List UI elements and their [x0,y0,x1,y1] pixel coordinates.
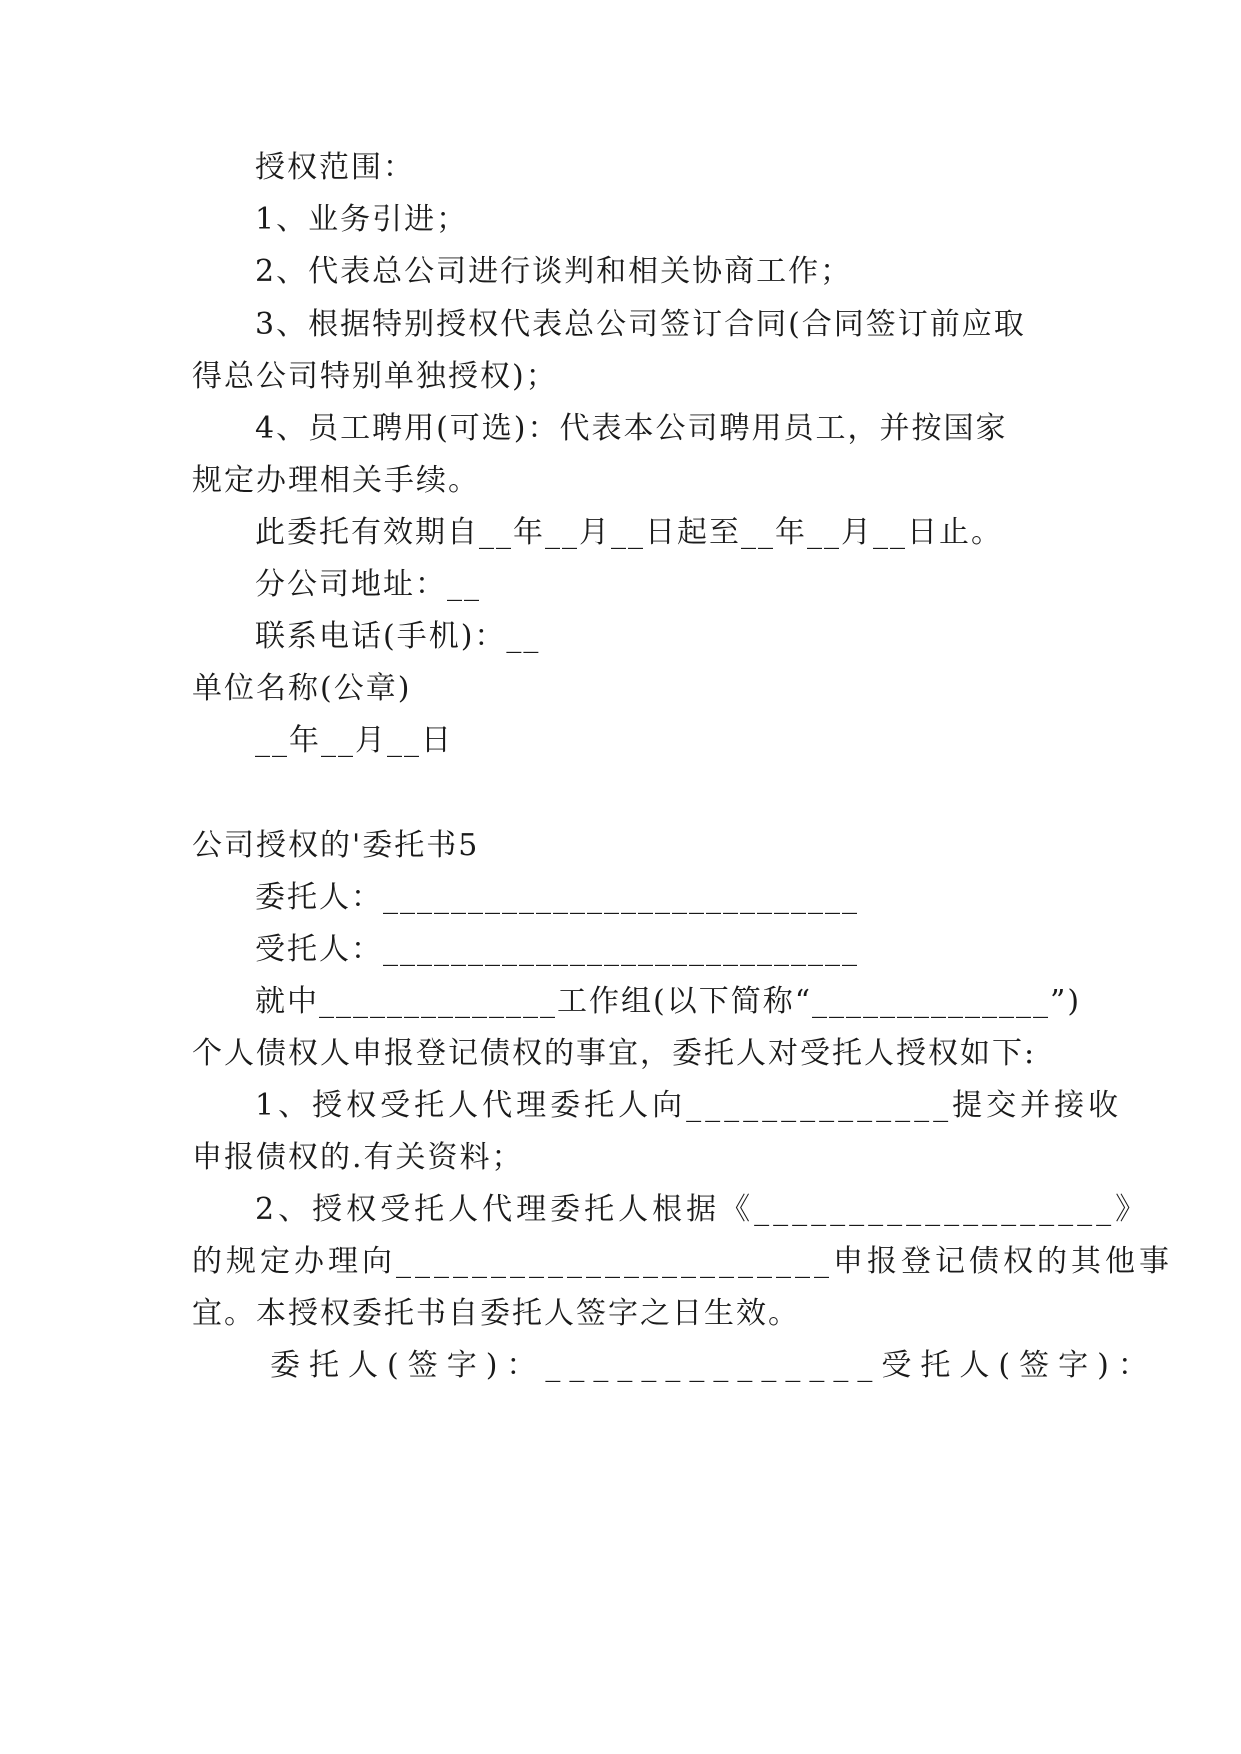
branch-address: 分公司地址：__ [255,567,481,602]
validity-period: 此委托有效期自__年__月__日起至__年__月__日止。 [255,515,1003,550]
scope-heading: 授权范围： [255,150,415,185]
intro-line-1: 就中______________工作组(以下简称“______________”) [255,984,1082,1019]
scope-item-3: 3、根据特别授权代表总公司签订合同(合同签订前应取 [255,307,1026,342]
scope-item-2: 2、代表总公司进行谈判和相关协商工作； [255,254,853,289]
scope-item-4-cont: 规定办理相关手续。 [192,463,480,498]
scope-item-1: 1、业务引进； [255,202,469,237]
contact-phone: 联系电话(手机)：__ [255,619,541,654]
clause-2: 2、授权受托人代理委托人根据《___________________》 [255,1192,1150,1227]
date-line: __年__月__日 [255,723,453,758]
intro-line-2: 个人债权人申报登记债权的事宜，委托人对受托人授权如下: [192,1036,1037,1071]
scope-item-3-cont: 得总公司特别单独授权)； [192,359,558,394]
section-title: 公司授权的'委托书5 [192,828,480,863]
agent-field: 受托人：____________________________ [255,932,859,967]
scope-item-4: 4、员工聘用(可选)：代表本公司聘用员工，并按国家 [255,411,1008,446]
signature-line: 委托人(签字)：______________受托人(签字)： [270,1348,1157,1383]
principal-field: 委托人：____________________________ [255,880,859,915]
clause-1-cont: 申报债权的.有关资料； [192,1140,524,1175]
clause-2-cont: 的规定办理向_______________________申报登记债权的其他事 [192,1244,1173,1279]
clause-1: 1、授权受托人代理委托人向______________提交并接收 [255,1088,1123,1123]
company-name-seal: 单位名称(公章) [192,671,412,706]
effective-line: 宜。本授权委托书自委托人签字之日生效。 [192,1296,800,1331]
